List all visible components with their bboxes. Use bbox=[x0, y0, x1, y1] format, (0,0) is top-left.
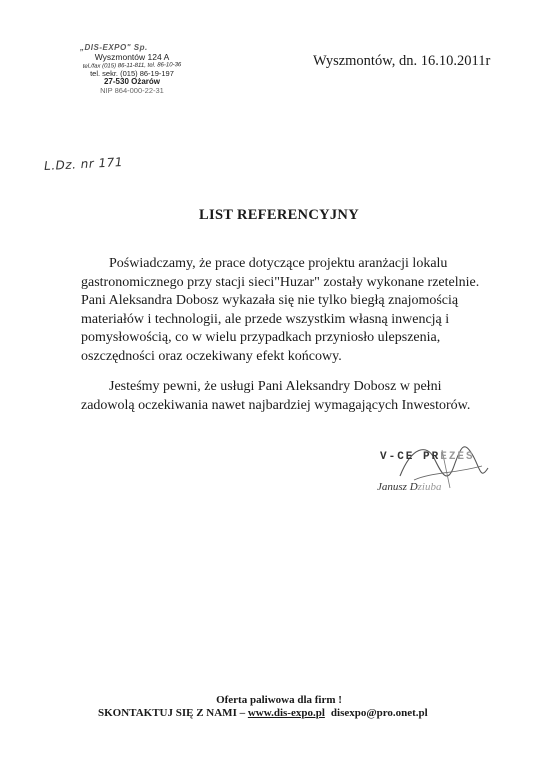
footer-offer: Oferta paliwowa dla firm ! bbox=[216, 694, 342, 706]
paragraph-line: Pani Aleksandra Dobosz wykazała się nie tylko biegłą znajomością bbox=[81, 293, 459, 309]
signatory-name-faded: ziuba bbox=[417, 481, 442, 493]
stamp-tel-fax: tel./fax (015) 86-11-811, tel. 86-10-36 bbox=[82, 61, 182, 70]
letter-date: Wyszmontów, dn. 16.10.2011r bbox=[313, 53, 491, 69]
handwritten-reference-note: L.Dz. nr 171 bbox=[43, 154, 124, 174]
company-stamp bbox=[72, 44, 192, 95]
stamp-zip-city: 27-530 Ożarów bbox=[103, 77, 161, 86]
stamp-nip: NIP 864-000-22-31 bbox=[100, 86, 164, 95]
stamp-company-name: „DIS-EXPO" Sp. bbox=[80, 43, 148, 52]
signatory-title bbox=[380, 451, 475, 463]
paragraph-line: materiałów i technologii, ale przede wszystkim własną inwencją i bbox=[81, 311, 450, 327]
paragraph-line: oszczędności oraz oczekiwany efekt końcowy. bbox=[81, 348, 342, 364]
paragraph-line: pomysłowością, co w wielu przypadkach przyniosło ulepszenia, bbox=[81, 330, 441, 346]
letter-title: LIST REFERENCYJNY bbox=[199, 207, 359, 223]
signatory-title-faded: EZES bbox=[440, 451, 475, 463]
signatory-name-visible: Janusz D bbox=[377, 481, 418, 493]
body-paragraph-2 bbox=[81, 378, 501, 415]
footer-contact-prefix: SKONTAKTUJ SIĘ Z NAMI – bbox=[98, 707, 248, 719]
stamp-address: Wyszmontów 124 A bbox=[94, 52, 170, 62]
signatory-name bbox=[377, 481, 441, 493]
stamp-tel-sekr: tel. sekr. (015) 86-19-197 bbox=[90, 68, 174, 78]
footer-contact bbox=[98, 707, 428, 719]
footer-website-link[interactable]: www.dis-expo.pl bbox=[247, 707, 325, 719]
body-paragraph-1 bbox=[81, 255, 501, 367]
paragraph-line: Jesteśmy pewni, że usługi Pani Aleksandry Dobosz w pełni bbox=[109, 379, 442, 394]
paragraph-line: gastronomicznego przy stacji sieci"Huzar" zostały wykonane rzetelnie. bbox=[81, 274, 480, 290]
signatory-title-visible: V-CE PR bbox=[380, 451, 441, 463]
footer-email[interactable]: disexpo@pro.onet.pl bbox=[330, 707, 428, 719]
paragraph-line: Poświadczamy, że prace dotyczące projektu aranżacji lokalu bbox=[109, 256, 448, 271]
paragraph-line: zadowolą oczekiwania nawet najbardziej wymagających Inwestorów. bbox=[81, 397, 471, 413]
